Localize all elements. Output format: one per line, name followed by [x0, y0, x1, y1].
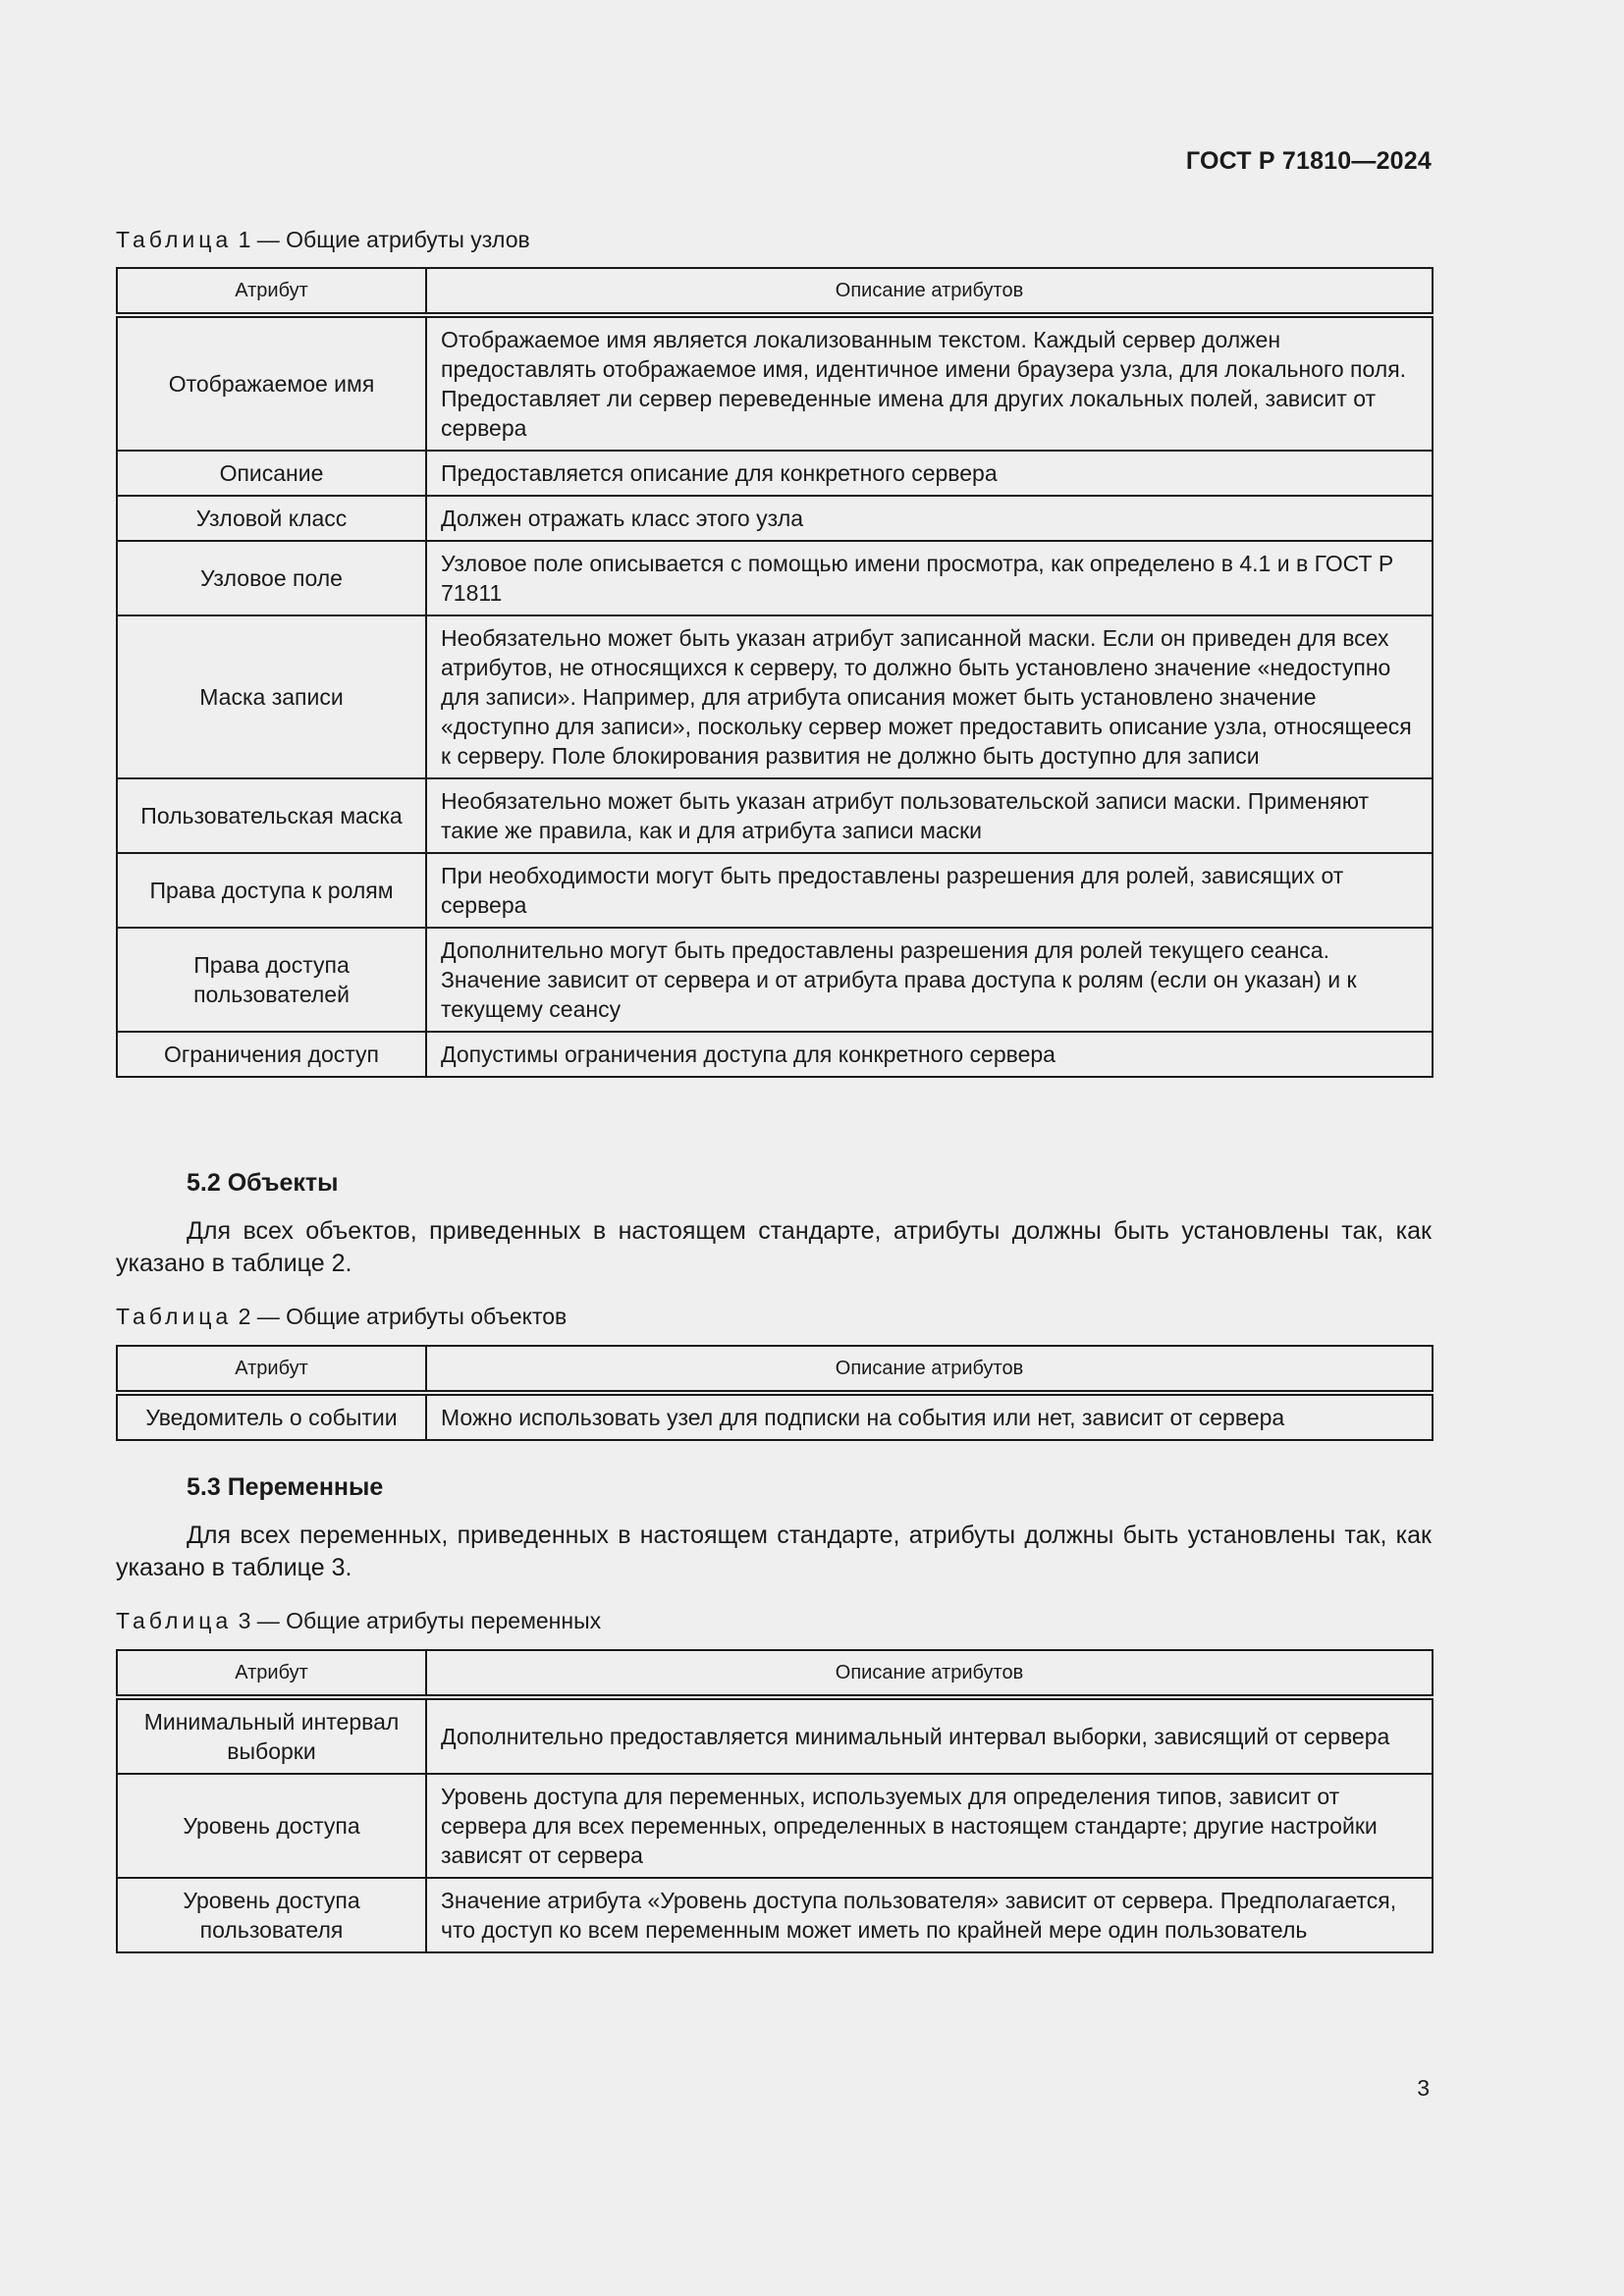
description-cell: Необязательно может быть указан атрибут пользовательской записи маски. Применяют такие же правила, как и для атрибута записи маски	[426, 778, 1433, 853]
attribute-cell: Уровень доступа	[117, 1774, 426, 1878]
table-3-caption-text: 3 — Общие атрибуты переменных	[238, 1608, 602, 1633]
table-row	[117, 615, 1433, 778]
attribute-cell: Минимальный интервал выборки	[117, 1697, 426, 1774]
table-row	[117, 1032, 1433, 1077]
column-header-attribute: Атрибут	[117, 1650, 426, 1697]
table-row	[117, 315, 1433, 451]
table-header-row	[117, 1346, 1433, 1393]
attribute-cell: Уровень доступа пользователя	[117, 1878, 426, 1952]
section-5-2-title: 5.2 Объекты	[187, 1169, 339, 1197]
table-row	[117, 1878, 1433, 1952]
table-row	[117, 451, 1433, 496]
table-row	[117, 1774, 1433, 1878]
table-1-caption-text: 1 — Общие атрибуты узлов	[238, 227, 530, 252]
column-header-description: Описание атрибутов	[426, 268, 1433, 315]
table-row	[117, 928, 1433, 1032]
table-row	[117, 1393, 1433, 1440]
attribute-cell: Маска записи	[117, 615, 426, 778]
description-cell: Значение атрибута «Уровень доступа пользователя» зависит от сервера. Предполагается, что доступ ко всем переменным может иметь по крайней мере один пользователь	[426, 1878, 1433, 1952]
table-3-caption	[116, 1608, 601, 1634]
table-2-caption-text: 2 — Общие атрибуты объектов	[238, 1304, 568, 1329]
table-2	[116, 1345, 1434, 1441]
table-row	[117, 778, 1433, 853]
table-row	[117, 541, 1433, 615]
description-cell: Необязательно может быть указан атрибут записанной маски. Если он приведен для всех атрибутов, не относящихся к серверу, то должно быть установлено значение «недоступно для записи». Например, для атрибута описания может быть установлено значение «доступно для записи», поскольку сервер может предоставить описание узла, относящееся к серверу. Поле блокирования развития не должно быть доступно для записи	[426, 615, 1433, 778]
document-id: ГОСТ Р 71810—2024	[1185, 147, 1432, 175]
description-cell: Можно использовать узел для подписки на события или нет, зависит от сервера	[426, 1393, 1433, 1440]
description-cell: Дополнительно могут быть предоставлены разрешения для ролей текущего сеанса. Значение зависит от сервера и от атрибута права доступа к ролям (если он указан) и к текущему сеансу	[426, 928, 1433, 1032]
table-header-row	[117, 1650, 1433, 1697]
table-1	[116, 267, 1434, 1078]
attribute-cell: Описание	[117, 451, 426, 496]
description-cell: Допустимы ограничения доступа для конкретного сервера	[426, 1032, 1433, 1077]
description-cell: При необходимости могут быть предоставлены разрешения для ролей, зависящих от сервера	[426, 853, 1433, 928]
table-row	[117, 496, 1433, 541]
column-header-attribute: Атрибут	[117, 268, 426, 315]
table-2-caption	[116, 1304, 567, 1330]
attribute-cell: Узловое поле	[117, 541, 426, 615]
section-5-2-paragraph: Для всех объектов, приведенных в настоящем стандарте, атрибуты должны быть установлены так, как указано в таблице 2.	[116, 1217, 1432, 1277]
column-header-description: Описание атрибутов	[426, 1346, 1433, 1393]
attribute-cell: Узловой класс	[117, 496, 426, 541]
table-3	[116, 1649, 1434, 1953]
attribute-cell: Ограничения доступ	[117, 1032, 426, 1077]
description-cell: Предоставляется описание для конкретного сервера	[426, 451, 1433, 496]
section-5-3-paragraph: Для всех переменных, приведенных в настоящем стандарте, атрибуты должны быть установлены так, как указано в таблице 3.	[116, 1522, 1432, 1581]
description-cell: Узловое поле описывается с помощью имени просмотра, как определено в 4.1 и в ГОСТ Р 71811	[426, 541, 1433, 615]
column-header-attribute: Атрибут	[117, 1346, 426, 1393]
attribute-cell: Права доступа пользователей	[117, 928, 426, 1032]
attribute-cell: Пользовательская маска	[117, 778, 426, 853]
table-header-row	[117, 268, 1433, 315]
column-header-description: Описание атрибутов	[426, 1650, 1433, 1697]
attribute-cell: Отображаемое имя	[117, 315, 426, 451]
description-cell: Дополнительно предоставляется минимальный интервал выборки, зависящий от сервера	[426, 1697, 1433, 1774]
table-row	[117, 853, 1433, 928]
attribute-cell: Уведомитель о событии	[117, 1393, 426, 1440]
description-cell: Отображаемое имя является локализованным текстом. Каждый сервер должен предоставлять отображаемое имя, идентичное имени браузера узла, для локального поля. Предоставляет ли сервер переведенные имена для других локальных полей, зависит от сервера	[426, 315, 1433, 451]
table-1-caption	[116, 227, 530, 253]
description-cell: Должен отражать класс этого узла	[426, 496, 1433, 541]
attribute-cell: Права доступа к ролям	[117, 853, 426, 928]
table-2-caption-label: Таблица	[116, 1304, 233, 1329]
table-1-caption-label: Таблица	[116, 227, 233, 252]
page-number: 3	[1417, 2075, 1430, 2101]
description-cell: Уровень доступа для переменных, используемых для определения типов, зависит от сервера для всех переменных, определенных в настоящем стандарте; другие настройки зависят от сервера	[426, 1774, 1433, 1878]
table-row	[117, 1697, 1433, 1774]
section-5-3-title: 5.3 Переменные	[187, 1473, 384, 1501]
table-3-caption-label: Таблица	[116, 1608, 233, 1633]
